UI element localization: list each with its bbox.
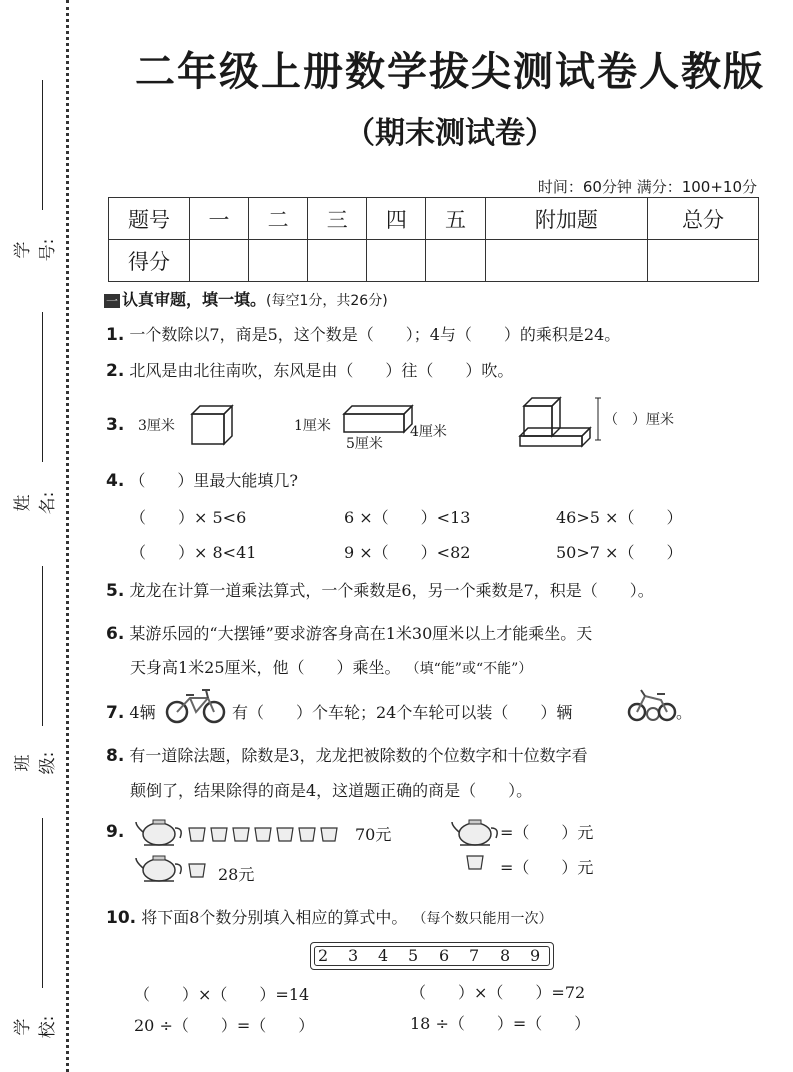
equation-4: 18 ÷（ ）=（ ） (410, 1014, 591, 1033)
score-cell[interactable] (190, 240, 249, 282)
q4-item: 46>5 ×（ ） (556, 508, 683, 527)
number-bank (310, 942, 554, 970)
question-text: 有一道除法题，除数是3，龙龙把被除数的个位数字和十位数字看 (129, 746, 588, 765)
score-cell[interactable] (485, 240, 648, 282)
question-8 (106, 743, 588, 766)
height-blank-label: （ ）厘米 (604, 412, 674, 428)
price-total-1: 70元 (355, 825, 392, 844)
time-info: 时间：60分钟 满分：100+10分 (537, 178, 757, 196)
number-bank-item: 5 (408, 946, 419, 965)
q4-item: （ ）× 5<6 (130, 508, 247, 527)
teapot-icon (136, 856, 181, 881)
tricycle-icon (627, 686, 677, 722)
question-number: 8. (106, 746, 125, 766)
section-title: 认真审题，填一填。 (122, 290, 267, 309)
score-table-score-row (109, 240, 759, 282)
number-bank-item: 2 (318, 946, 329, 965)
name-label: 姓名: (13, 491, 58, 515)
question-text: 某游乐园的“大摆锤”要求游客身高在1米30厘米以上才能乘坐。天 (129, 624, 593, 643)
score-cell[interactable] (426, 240, 485, 282)
number-bank-item: 9 (530, 946, 541, 965)
section-note: (每空1分，共26分) (266, 293, 388, 309)
score-table (108, 197, 759, 282)
prism-length-label: 5厘米 (346, 436, 383, 452)
name-line (42, 312, 43, 462)
question-10 (106, 905, 553, 928)
number-bank-item: 6 (439, 946, 450, 965)
score-header-cell: 一 (190, 198, 249, 240)
question-text: （ ）里最大能填几? (129, 471, 298, 490)
question-7-end: 。 (676, 703, 693, 722)
score-header-cell: 总分 (648, 198, 759, 240)
prism-height-label: 1厘米 (294, 418, 331, 434)
teapot-icon (450, 814, 502, 848)
student-id-label: 学号: (13, 238, 58, 262)
score-table-header-row (109, 198, 759, 240)
question-number: 2. (106, 361, 125, 381)
question-number: 3. (106, 415, 125, 435)
question-text: 将下面8个数分别填入相应的算式中。 (141, 908, 408, 927)
score-header-cell: 附加题 (485, 198, 648, 240)
question-text: 北风是由北往南吹，东风是由（ ）往（ ）吹。 (129, 361, 514, 380)
question-1 (106, 322, 620, 345)
question-5 (106, 578, 654, 601)
number-bank-item: 3 (348, 946, 359, 965)
question-text: 天身高1米25厘米，他（ ）乘坐。 (130, 658, 401, 677)
teapot-and-cup-row-2 (134, 850, 214, 884)
score-header-cell: 五 (426, 198, 485, 240)
combined-solid-figure (518, 396, 610, 448)
question-text: 4辆 (129, 703, 156, 722)
question-4 (106, 468, 298, 491)
cup-icon-group (189, 828, 337, 841)
score-header-cell: 三 (308, 198, 367, 240)
question-7 (106, 700, 156, 723)
equation-3: 20 ÷（ ）=（ ） (134, 1016, 315, 1035)
question-number: 9. (106, 822, 125, 842)
question-7-text: 有（ ）个车轮；24个车轮可以装（ ）辆 (232, 703, 573, 722)
school-label: 学校: (13, 1015, 58, 1039)
score-row-label: 得分 (109, 240, 190, 282)
class-line (42, 566, 43, 726)
score-header-cell: 二 (249, 198, 308, 240)
class-label: 班级: (13, 751, 58, 775)
q4-item: 6 ×（ ）<13 (344, 508, 471, 527)
cube-figure (188, 402, 238, 446)
score-cell[interactable] (249, 240, 308, 282)
question-2 (106, 358, 513, 381)
page-title: 二年级上册数学拔尖测试卷人教版 (135, 49, 765, 95)
question-text: 龙龙在计算一道乘法算式，一个乘数是6，另一个乘数是7，积是（ ）。 (129, 581, 654, 600)
prism-figure (342, 402, 414, 436)
q4-item: 9 ×（ ）<82 (344, 543, 471, 562)
page-subtitle: （期末测试卷） (345, 116, 555, 151)
score-header-cell: 四 (367, 198, 426, 240)
section-heading (104, 287, 388, 310)
question-number: 10. (106, 908, 137, 928)
q4-item: （ ）× 8<41 (130, 543, 257, 562)
question-6-continued (130, 655, 532, 678)
q4-item: 50>7 ×（ ） (556, 543, 683, 562)
prism-width-label: 4厘米 (410, 424, 447, 440)
score-cell[interactable] (648, 240, 759, 282)
bicycle-icon (164, 686, 228, 724)
number-bank-item: 8 (500, 946, 511, 965)
equation-2: （ ）×（ ）=72 (410, 983, 586, 1002)
score-cell[interactable] (367, 240, 426, 282)
teapot-price-blank: =（ ）元 (500, 823, 594, 842)
student-id-line (42, 80, 43, 210)
question-6 (106, 621, 592, 644)
cube-edge-label: 3厘米 (138, 418, 175, 434)
question-note: （填“能”或“不能”） (405, 661, 533, 677)
question-number: 4. (106, 471, 125, 491)
cup-icon (464, 852, 490, 874)
question-number: 6. (106, 624, 125, 644)
question-text: 一个数除以7，商是5，这个数是（ ）；4与（ ）的乘积是24。 (129, 325, 621, 344)
score-cell[interactable] (308, 240, 367, 282)
teapot-and-cups-row-1 (134, 814, 354, 848)
question-8-continued: 颠倒了，结果除得的商是4，这道题正确的商是（ ）。 (130, 781, 533, 800)
section-number: 一 (105, 293, 118, 308)
score-header-cell: 题号 (109, 198, 190, 240)
equation-1: （ ）×（ ）=14 (134, 985, 310, 1004)
binding-dashed-line (66, 0, 69, 1072)
teapot-icon (136, 820, 181, 845)
question-number: 5. (106, 581, 125, 601)
school-line (42, 818, 43, 988)
question-number: 7. (106, 703, 125, 723)
question-9 (106, 822, 124, 842)
question-3 (106, 415, 124, 435)
number-bank-item: 4 (378, 946, 389, 965)
price-total-2: 28元 (218, 865, 255, 884)
question-number: 1. (106, 325, 125, 345)
cup-price-blank: =（ ）元 (500, 858, 594, 877)
question-note: （每个数只能用一次） (412, 911, 553, 927)
cup-icon (189, 864, 205, 877)
number-bank-item: 7 (469, 946, 480, 965)
